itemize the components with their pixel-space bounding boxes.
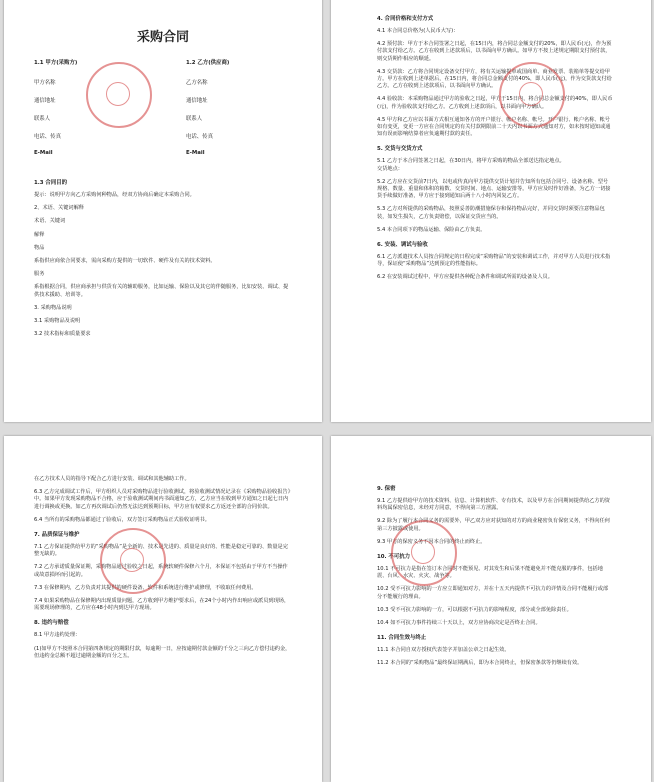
paragraph: 9.3 甲方的保密义务不因本合同的终止而终止。 xyxy=(377,538,486,545)
party-a-field: E-Mail xyxy=(34,150,53,156)
paragraph: 9.1 乙方提供给甲方的技术资料、信息、计算机软件、专有技术，以及甲方在合同期间提供给乙方的资料均属保密信息，未经对方同意，不得向第三方泄露。 xyxy=(377,498,610,512)
party-b-field: 通信地址 xyxy=(186,98,208,104)
party-b-heading: 1.2 乙方(供应商) xyxy=(186,60,230,66)
paragraph: 在乙方技术人员的指导下配合乙方进行安装、调试和其他辅助工作。 xyxy=(34,476,190,482)
party-b-field: E-Mail xyxy=(186,150,205,156)
section-heading: 2、术语、关键词解释 xyxy=(34,205,84,212)
section-heading: 4. 合同价格和支付方式 xyxy=(377,16,434,22)
paragraph: 物品 xyxy=(34,244,45,251)
company-seal-stamp xyxy=(100,528,166,594)
paragraph: 4.3 交货款：乙方将合同规定设备交付甲方，将有关运输提单或国商单、商业发票、装箱单等提交给甲方。甲方在收到上述单据后，在15日内，将合同总金额支付的40%，即人民币(元)，作为交货款支付给乙方。乙方在收到上述款项后，以书面向甲方确认。 xyxy=(377,68,612,90)
paragraph: 7.2 乙方承诺质量保证期，采购物品通过验收之日起，系统软硬件保修六个月，本保证不包括由于甲方不当操作或故意损坏而引起的。 xyxy=(34,564,288,578)
paragraph: 10.3 受不可抗力影响的一方，可以根据不可抗力的影响程度，部分或全部免除责任。 xyxy=(377,606,572,613)
paragraph: 6.4 当所有的采购物品都通过了验收后，双方签订采购物品正式验收证明书。 xyxy=(34,516,210,523)
paragraph: (1)如甲方不按照本合同第四条规定的期限付款，每逾期一日，应按逾期付款金额的千分之三向乙方偿付违约金，但违约金总额不超过逾期金额的百分之五。 xyxy=(34,645,291,659)
contract-title: 采购合同 xyxy=(136,30,189,45)
party-b-field: 联系人 xyxy=(186,116,203,122)
company-seal-stamp xyxy=(391,520,457,586)
paragraph: 6.3 乙方完成调试工作后，甲方组织人员对采购物品进行验收测试，将验收测试情况记录在《采购物品验收报告》中。如果甲方发现采购物品不合格，应于验收测试期间内书面通知乙方，乙方应当在收到甲方通知之日起七日内进行调换或更换。如乙方再次调试后仍然无法达到预期目标，甲方应有权要求乙方返还全部的合同价款。 xyxy=(34,489,291,510)
paragraph: 提示：说明甲方向乙方采购何种物品，经双方协商后确定本采购合同。 xyxy=(34,192,195,198)
section-heading: 10. 不可抗力 xyxy=(377,554,410,561)
paragraph: 10.2 受不可抗力影响的一方应立即通知对方，并在十五天内提供不可抗力的详情及合同不能履行或部分不能履行的理由。 xyxy=(377,586,609,600)
document-page-4 xyxy=(331,436,651,782)
paragraph: 系指供应商依合同要求，需向采购方提供的一切软件、硬件及有关的技术资料。 xyxy=(34,258,216,265)
party-a-field: 电话、传真 xyxy=(34,134,61,140)
paragraph: 7.4 如果采购物品在保修期内出现质量问题，乙方收到甲方维护要求后，在24个小时内作出响应或派员到现场，需要现场修理的，乙方应在48小时内到达甲方现场。 xyxy=(34,598,290,612)
paragraph: 5.1 乙方于本合同签署之日起，在30日内，将甲方采购的物品全部送达指定地点。 xyxy=(377,158,565,165)
paragraph: 10.4 如不可抗力事件持续三十天以上，双方应协商决定是否终止合同。 xyxy=(377,620,541,627)
list-item: 3.1 采购物品及说明 xyxy=(34,318,81,325)
document-page-2 xyxy=(331,0,651,422)
party-a-heading: 1.1 甲方(采购方) xyxy=(34,60,78,66)
company-seal-stamp xyxy=(499,62,565,128)
paragraph: 5.3 乙方对所提供的采购物品，按照妥善防潮措施保存和保持物品完好，并同交货时须要注意物品包装，如发生损失，乙方负责赔偿，以保证交货应当的。 xyxy=(377,206,605,220)
paragraph: 11.2 本合同的“采购物品”最终保证期满后，即为本合同终止，但保密条款等仍继续有效。 xyxy=(377,660,583,667)
paragraph: 4.2 预付款：甲方于本合同签署之日起，在15日内，将合同总金额支付的20%，即人民币(元)，作为预付款支付给乙方。乙方在收到上述款项后，以书面向甲方确认。如甲方不按上述规定期限支付预付款，则交货期作相应的顺延。 xyxy=(377,41,612,62)
paragraph: 5.2 乙方应在交货前7日内，以电或传真向甲方提供交货计划并告知所有包括合同号、设备名称、型号规格、数量、重量和体积的箱数、交货时间、地点、运输安排等。甲方应及时作好准备，为乙方一切接货手续做好准备，甲方应于接到通知后两十八小时内回复乙方。 xyxy=(377,178,611,200)
paragraph: 5.4 本合同项下的物品运输、保险由乙方负责。 xyxy=(377,226,486,233)
paragraph: 4.1 本合同总价格为(人民币大写)： xyxy=(377,28,459,34)
section-heading: 5. 交货与交货方式 xyxy=(377,146,423,153)
party-a-field: 通信地址 xyxy=(34,98,56,104)
party-a-field: 联系人 xyxy=(34,116,51,122)
paragraph: 9.2 除为了履行本合同义务的需要外，甲乙双方应对获知的对方的商业秘密负有保密义务，不得向任何第三方披露或使用。 xyxy=(377,518,610,532)
party-a-field: 甲方名称 xyxy=(34,80,56,86)
paragraph: 11.1 本合同自双方授权代表签字并加盖公章之日起生效。 xyxy=(377,647,510,654)
paragraph: 4.5 甲方和乙方应以书面方式相互通知各方的开户银行、帐户名称、帐号。开户银行、帐户名称、帐号如有变更，变更一方应在合同规定的有关付款期限前二十天内以书面方式通知对方，如未按时通知或通知有误而影响结算者应负逾期付款的责任。 xyxy=(377,116,611,138)
section-heading: 9. 保密 xyxy=(377,486,396,492)
paragraph: 解释 xyxy=(34,231,45,238)
paragraph: 术语、关键词 xyxy=(34,218,66,225)
paragraph: 7.1 乙方保证提供给甲方的“采购物品”是全新的、技术是先进的、质量是良好的、性能是稳定可靠的、数量是完整无缺的。 xyxy=(34,544,288,558)
paragraph: 6.1 乙方派遣技术人员按合同规定的日程完成“采购物品”的安装和调试工作，并对甲方人员进行技术指导，保证使“采购物品”达到预定的性能指标。 xyxy=(377,254,611,268)
paragraph: 6.2 在安装调试过程中，甲方应提供各种配合条件和调试所需的设备及人员。 xyxy=(377,274,553,281)
document-page-1 xyxy=(4,0,322,422)
paragraph: 服务 xyxy=(34,271,45,278)
section-heading: 7. 品质保证与维护 xyxy=(34,532,80,539)
list-item: 3.2 技术指标和质量要求 xyxy=(34,331,91,338)
section-heading: 1.3 合同目的 xyxy=(34,180,67,186)
list-item: 3. 采购物品说明 xyxy=(34,304,72,311)
paragraph: 交货地点： xyxy=(377,165,403,172)
section-heading: 8. 违约与赔偿 xyxy=(34,620,69,627)
paragraph: 10.1 不可抗力是指在签订本合同时不能预见、对其发生和后果不能避免并不能克服的事件，包括地震、台风、水灾、火灾、战争等。 xyxy=(377,566,603,580)
party-b-field: 电话、传真 xyxy=(186,134,213,140)
section-heading: 11. 合同生效与终止 xyxy=(377,635,427,642)
party-b-field: 乙方名称 xyxy=(186,80,208,86)
paragraph: 7.3 在保修期内，乙方负责对其提供的硬件设备、软件和系统进行维护或修理，不收取任何费用。 xyxy=(34,584,257,591)
paragraph: 系指根据合同，供应商承担与供货有关的辅助服务，比如运输、保险以及其它的伴随服务，比如安装、调试、提供技术援助、培训等。 xyxy=(34,284,289,298)
document-page-3 xyxy=(4,436,322,782)
company-seal-stamp xyxy=(86,62,152,128)
paragraph: 8.1 甲方违约处理： xyxy=(34,632,81,639)
section-heading: 6. 安装、调试与验收 xyxy=(377,242,428,249)
paragraph: 4.4 验收款：本采购物品通过甲方的验收之日起，甲方于15日内，将合同总金额支付的40%，即人民币(元)，作为验收款支付给乙方。乙方收到上述款项后，以书面向甲方确认。 xyxy=(377,96,613,110)
